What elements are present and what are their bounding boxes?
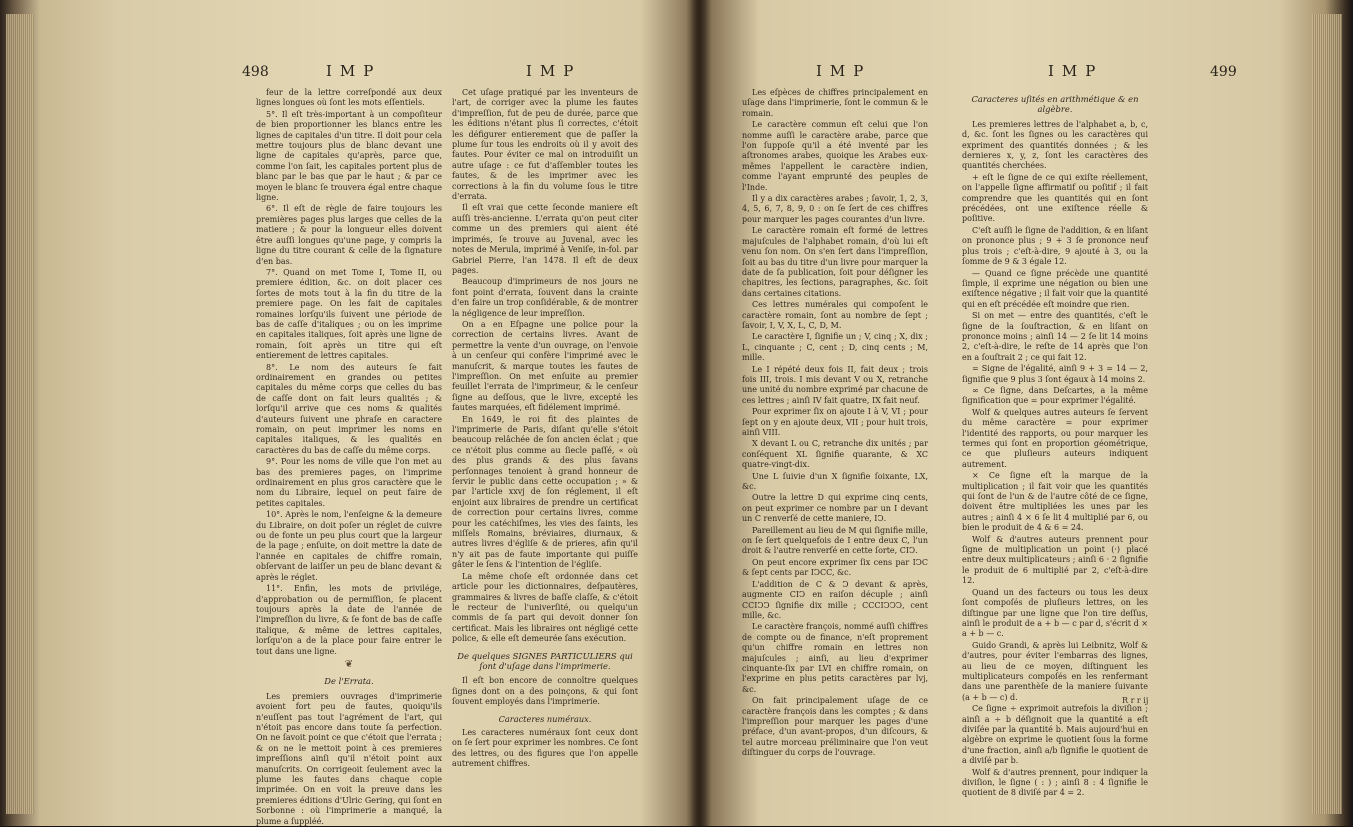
paragraph: On fait principalement uſage de ce caractère françois dans les comptes ; & dans l'impreſſion pour marquer les pages d'une préface, d'un avant-propos, d'un diſcours, & tel autre morceau préliminaire que l'on veut diſtinguer du corps de l'ouvrage.	[742, 696, 928, 758]
paragraph: L'addition de C & Ↄ devant & après, augmente CIↃ en raiſon décuple ; ainſi CCIↃↃ ſignifie dix mille ; CCCIↃↃↃ, cent mille, &c.	[742, 579, 928, 620]
paragraph: + eſt le ſigne de ce qui exiſte réellement, on l'appelle ſigne affirmatif ou poſitif ; il fait comprendre que les quantités qui en ſont précédées, ont une exiſtence réelle & poſitive.	[962, 172, 1148, 224]
paragraph: Wolf & quelques autres auteurs ſe ſervent du même caractère = pour exprimer l'identité des rapports, ou pour marquer les termes qui ſont en proportion géométrique, ce que pluſieurs auteurs indiquent autrement.	[962, 407, 1148, 469]
paragraph: Outre la lettre D qui exprime cinq cents, on peut exprimer ce nombre par un I devant un C renverſé de cette maniere, IↃ.	[742, 493, 928, 524]
left-column-1	[256, 88, 442, 826]
paragraph: 5°. Il eſt très-important à un compoſiteur de bien proportionner les blancs entre les lignes de capitales d'un titre. Il doit pour cela mettre toujours plus de blanc devant une ligne de capitales qu'après, parce que, comme l'on ſait, les capitales portent plus de blanc par le bas que par le haut ; & par ce moyen le blanc ſe trouvera égal entre chaque ligne.	[256, 109, 442, 203]
paragraph: Ces lettres numérales qui compoſent le caractère romain, ſont au nombre de ſept ; ſavoir, I, V, X, L, C, D, M.	[742, 300, 928, 330]
paragraph: Le I répété deux fois II, fait deux ; trois fois III, trois. I mis devant V ou X, retranche une unité du nombre exprimé par chacune de ces lettres ; ainſi IV fait quatre, IX fait neuf.	[742, 364, 928, 405]
paragraph: X devant L ou C, retranche dix unités ; par conſéquent XL ſignifie quarante, & XC quatre-vingt-dix.	[742, 439, 928, 470]
right-page	[712, 0, 1312, 826]
paragraph: 7°. Quand on met Tome I, Tome II, ou premiere édition, &c. on doit placer ces ſortes de mots tout à la fin du titre de la premiere page. On les fait de capitales romaines lorſqu'ils ſuivent une période de bas de caſſe d'italiques ; ou on les imprime en capitales italiques, ſoit après une ligne de romain, ſoit après un titre qui eſt entierement de lettres capitales.	[256, 267, 442, 361]
paragraph: Les premiers ouvrages d'imprimerie avoient fort peu de fautes, quoiqu'ils n'euſſent pas tout l'agrément de l'art, qui n'étoit pas encore dans toute ſa perfection. On ne ſavoit point ce que c'étoit que l'errata ; & on ne le mettoit point à ces premieres impreſſions ainſi qu'il n'étoit point aux manuſcrits. On corrigeoit ſeulement avec la plume les fautes dans chaque copie imprimée. On en voit la preuve dans les premieres éditions d'Ulric Gering, qui ſont en Sorbonne : où l'imprimerie a manqué, la plume a ſuppléé.	[256, 691, 442, 826]
paragraph: Si on met — entre des quantités, c'eſt le ſigne de la ſouſtraction, & en liſant on prononce moins ; ainſi 14 — 2 ſe lit 14 moins 2, c'eſt-à-dire, le reſte de 14 après que l'on en a ſouſtrait 2 ; ce qui fait 12.	[962, 311, 1148, 362]
paragraph: Guido Grandi, & après lui Leibnitz, Wolf & d'autres, pour éviter l'embarras des lignes, au lieu de ce moyen, diſtinguent les multiplicateurs compoſés en les renfermant dans une parenthèſe de la maniere ſuivante (a + b — c) d.	[962, 640, 1148, 702]
paragraph: feur de la lettre correſpondé aux deux lignes longues où ſont les mots eſſentiels.	[256, 88, 442, 108]
paragraph: Pour exprimer ſix on ajoute I à V, VI ; pour ſept on y en ajoute deux, VII ; pour huit trois, ainſi VIII.	[742, 407, 928, 437]
section-title: De quelques SIGNES PARTICULIERS qui ſont d'uſage dans l'imprimerie.	[457, 650, 633, 671]
running-head-col2: IMP	[526, 62, 582, 80]
paragraph: Il y a dix caractères arabes ; ſavoir, 1, 2, 3, 4, 5, 6, 7, 8, 9, 0 : on ſe ſert de ces chiffres pour marquer les pages courantes d'un livre.	[742, 194, 928, 224]
paragraph: C'eſt auſſi le ſigne de l'addition, & en liſant on prononce plus ; 9 + 3 ſe prononce neuf plus trois ; c'eſt-à-dire, 9 ajouté à 3, ou la ſomme de 9 & 3 égale 12.	[962, 225, 1148, 267]
running-head-col2: IMP	[1048, 62, 1104, 80]
left-page	[40, 0, 690, 826]
paragraph: En 1649, le roi fit des plaintes de l'imprimerie de Paris, diſant qu'elle s'étoit beaucoup relâchée de ſon ancien éclat ; que ce n'étoit plus comme au ſiecle paſſé, « où des plus grands & des plus ſavans perſonnages tenoient à grand honneur de ſervir le public dans cette occupation ; » & par l'article xxvj de ſon réglement, il eſt enjoint aux libraires de prendre un certificat de correction pour certains livres, comme pour les catéchiſmes, les vies des ſaints, les miſſels Romains, bréviaires, diurnaux, & autres livres d'égliſe & de prieres, afin qu'il n'y ait pas de faute importante qui puiſſe gâter le ſens & l'intention de l'égliſe.	[452, 414, 638, 570]
paragraph: Ce ſigne ÷ exprimoit autrefois la diviſion ; ainſi a ÷ b déſignoit que la quantité a eſt diviſée par la quantité b. Mais aujourd'hui en algèbre on exprime le quotient ſous la forme d'une fraction, ainſi a/b ſignifie le quotient de a diviſé par b.	[962, 704, 1148, 766]
paragraph: Le caractère I, ſignifie un ; V, cinq ; X, dix ; L, cinquante ; C, cent ; D, cinq cents ; M, mille.	[742, 332, 928, 363]
subsection-title: Caracteres numéraux.	[498, 713, 592, 724]
paragraph: Les premieres lettres de l'alphabet a, b, c, d, &c. ſont les ſignes ou les caractères qui expriment des quantités données ; & les dernieres x, y, z, ſont les caractères des quantités cherchées.	[962, 119, 1148, 171]
paragraph: Cet uſage pratiqué par les inventeurs de l'art, de corriger avec la plume les fautes d'impreſſion, fut de peu de durée, parce que les éditions n'étant plus ſi correctes, c'étoit les défigurer entierement que de paſſer la plume ſur tous les endroits où il y avoit des fautes. Pour éviter ce mal on introduiſit un autre uſage : ce fut d'aſſembler toutes les fautes, & de les imprimer avec les corrections à la fin du volume ſous le titre d'errata.	[452, 88, 638, 202]
paragraph: On a en Eſpagne une police pour la correction de certains livres. Avant de permettre la vente d'un ouvrage, on l'envoie à un cenſeur qui confère l'imprimé avec le manuſcrit, & marque toutes les fautes de l'impreſſion. On met enſuite au premier feuillet l'errata de l'imprimeur, & le cenſeur ſigne au deſſous, que le livre, excepté les fautes marquées, eſt fidélement imprimé.	[452, 319, 638, 413]
left-column-2	[452, 88, 638, 769]
section-title: Caracteres uſités en arithmétique & en algèbre.	[971, 94, 1139, 115]
left-page-edges	[6, 14, 34, 814]
paragraph: On peut encore exprimer ſix cens par IↃC & ſept cents par IↃCC, &c.	[742, 557, 928, 578]
paragraph: La même choſe eſt ordonnée dans cet article pour les dictionnaires, deſpautères, grammaires & livres de baſſe claſſe, & c'étoit le recteur de l'univerſité, ou quelqu'un commis de ſa part qui devoit donner ſon certificat. Mais les libraires ont négligé cette police, & elle eſt demeurée ſans exécution.	[452, 571, 638, 644]
right-page-edges	[1312, 14, 1342, 814]
paragraph: Wolf & d'autres prennent, pour indiquer la diviſion, le ſigne ( : ) ; ainſi 8 : 4 ſignifie le quotient de 8 diviſé par 4 = 2.	[962, 767, 1148, 798]
section-title: De l'Errata.	[324, 676, 374, 687]
paragraph: × Ce ſigne eſt la marque de la multiplication ; il fait voir que les quantités qui ſont de l'un & de l'autre côté de ce ſigne, doivent être multipliées les unes par les autres ; ainſi 4 × 6 ſe lit 4 multiplié par 6, ou bien le produit de 4 & 6 = 24.	[962, 471, 1148, 533]
paragraph: = Signe de l'égalité, ainſi 9 + 3 = 14 — 2, ſignifie que 9 plus 3 ſont égaux à 14 moins 2.	[962, 364, 1148, 384]
paragraph: Quand un des facteurs ou tous les deux ſont compoſés de pluſieurs lettres, on les diſtingue par une ligne que l'on tire deſſus, ainſi le produit de a + b — c par d, s'écrit d × a + b — c.	[962, 587, 1148, 639]
paragraph: 10°. Après le nom, l'enſeigne & la demeure du Libraire, on doit poſer un réglet de cuivre ou de fonte un peu plus court que la largeur de la page ; enſuite, on doit mettre la date de l'année en capitales de chiffre romain, obſervant de laiſſer un peu de blanc devant & après le réglet.	[256, 510, 442, 582]
paragraph: Il eſt bon encore de connoître quelques ſignes dont on a des poinçons, & qui ſont ſouvent employés dans l'imprimerie.	[452, 676, 638, 707]
paragraph: Le caractère romain eſt formé de lettres majuſcules de l'alphabet romain, d'où lui eſt venu ſon nom. On s'en ſert dans l'impreſſion, ſoit au bas du titre d'un livre pour marquer la date de ſa publication, ſoit pour déſigner les chapitres, les ſections, paragraphes, &c. ſoit dans certaines citations.	[742, 226, 928, 298]
paragraph: ∞ Ce ſigne, dans Deſcartes, a la même ſignification que = pour exprimer l'égalité.	[962, 385, 1148, 406]
page-number: 498	[242, 64, 269, 80]
paragraph: Le caractère commun eſt celui que l'on nomme auſſi le caractère arabe, parce que l'on ſuppoſe qu'il a été inventé par les aſtronomes arabes, quoique les Arabes eux-mêmes l'appellent le caractère indien, comme l'ayant emprunté des peuples de l'Inde.	[742, 120, 928, 192]
signature-mark: R r r ij	[1122, 696, 1149, 705]
running-head: IMP	[326, 62, 382, 80]
paragraph: Wolf & d'autres auteurs prennent pour ſigne de multiplication un point (·) placé entre deux multiplicateurs ; ainſi 6 · 2 ſignifie le produit de 6 multiplié par 2, c'eſt-à-dire 12.	[962, 534, 1148, 586]
paragraph: Le caractère françois, nommé auſſi chiffres de compte ou de finance, n'eſt proprement qu'un chiffre romain en lettres non majuſcules ; ainſi, au lieu d'exprimer cinquante-ſix par LVI en chiffre romain, on l'exprime en plus petits caractères par lvj, &c.	[742, 622, 928, 694]
paragraph: Les eſpèces de chiffres principalement en uſage dans l'imprimerie, ſont le commun & le romain.	[742, 88, 928, 118]
running-head: IMP	[816, 62, 872, 80]
paragraph: — Quand ce ſigne précède une quantité ſimple, il exprime une négation ou bien une exiſtence négative ; il fait voir que la quantité qui en eſt précédée eſt moindre que rien.	[962, 268, 1148, 309]
page-number: 499	[1210, 64, 1237, 80]
paragraph: Une L ſuivie d'un X ſignifie ſoixante, LX, &c.	[742, 471, 928, 492]
paragraph: Il eſt vrai que cette ſeconde maniere eſt auſſi très-ancienne. L'errata qu'on peut citer comme un des premiers qui aient été imprimés, ſe trouve au Juvenal, avec les notes de Merula, imprimé à Veniſe, in-fol. par Gabriel Pierre, l'an 1478. Il eſt de deux pages.	[452, 203, 638, 275]
paragraph: 11°. Enfin, les mots de privilége, d'approbation ou de permiſſion, ſe placent toujours après la date de l'année de l'impreſſion du livre, & ſe font de bas de caſſe italique, & même de lettres capitales, lorſqu'on a de la place pour faire entrer le tout dans une ligne.	[256, 584, 442, 656]
paragraph: 6°. Il eſt de règle de faire toujours les premières pages plus larges que celles de la matiere ; & pour la longueur elles doivent être auſſi longues qu'une page, y compris la ligne du titre courant & celle de la ſignature d'en bas.	[256, 204, 442, 266]
ornament-icon: ❦	[344, 658, 354, 670]
paragraph: 9°. Pour les noms de ville que l'on met au bas des premieres pages, on l'imprime ordinairement en plus gros caractère que le nom du Libraire, lequel on peut faire de petites capitales.	[256, 457, 442, 508]
right-column-1	[742, 88, 929, 758]
paragraph: Les caracteres numéraux ſont ceux dont on ſe ſert pour exprimer les nombres. Ce ſont des lettres, ou des figures que l'on appelle autrement chiffres.	[452, 727, 638, 769]
paragraph: Beaucoup d'imprimeurs de nos jours ne font point d'errata, ſouvent dans la crainte d'en faire un trop conſidérable, & de montrer la négligence de leur impreſſion.	[452, 277, 638, 318]
paragraph: Pareillement au lieu de M qui ſignifie mille, on ſe ſert quelquefois de I entre deux C, l'un droit & l'autre renverſé en cette ſorte, CIↃ.	[742, 525, 929, 556]
paragraph: 8°. Le nom des auteurs ſe fait ordinairement en grandes ou petites capitales du même corps que celles du bas de caſſe dont on fait leurs qualités ; & lorſqu'il arrive que ces noms & qualités d'auteurs ſuivent une phraſe en caractere romain, on peut imprimer les noms en capitales italiques, & les qualités en caractères du bas de caſſe du même corps.	[256, 362, 442, 455]
